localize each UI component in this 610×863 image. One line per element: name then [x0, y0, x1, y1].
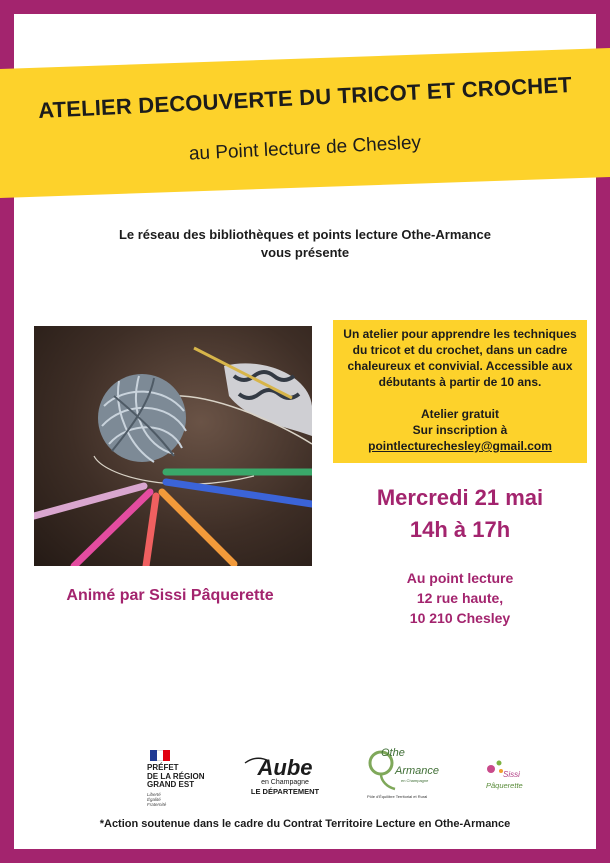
orange-hook	[162, 492, 234, 564]
french-flag-icon	[150, 750, 170, 761]
sissi-paquerette-logo	[483, 757, 533, 797]
othe-word-3: en Champagne	[401, 778, 429, 783]
yarn-illustration	[34, 326, 312, 566]
contact-email-link[interactable]: pointlecturechesley@gmail.com	[368, 439, 552, 453]
event-hours: 14h à 17h	[409, 517, 511, 542]
poster-subtitle: au Point lecture de Chesley	[188, 132, 422, 165]
prefet-line-2: DE LA RÉGION	[147, 771, 205, 781]
intro-text	[60, 226, 550, 262]
event-location	[333, 568, 587, 628]
poster-title: ATELIER DECOUVERTE DU TRICOT ET CROCHET	[37, 71, 573, 124]
location-line-1: Au point lecture	[406, 570, 514, 586]
info-line-2: du tricot et du crochet, dans un cadre	[352, 343, 568, 357]
aube-tagline: en Champagne	[261, 779, 309, 786]
info-line-3: chaleureux et convivial. Accessible aux	[347, 359, 573, 373]
red-hook	[146, 496, 156, 566]
prefet-logo	[147, 750, 227, 807]
aube-logo	[243, 755, 327, 796]
intro-line-2: vous présente	[260, 245, 350, 260]
info-line-4: débutants à partir de 10 ans.	[378, 375, 542, 389]
info-box	[333, 320, 587, 463]
prefet-line-3: GRAND EST	[147, 780, 195, 789]
title-banner	[0, 48, 610, 198]
sissi-word-2: Pâquerette	[486, 781, 523, 790]
aube-department: LE DÉPARTEMENT	[250, 787, 320, 796]
animator-credit: Animé par Sissi Pâquerette	[66, 587, 274, 604]
info-line-1: Un atelier pour apprendre les techniques	[343, 327, 577, 341]
prefet-motto-3: Fraternité	[147, 801, 167, 807]
prefet-motto-2: Égalité	[147, 796, 161, 802]
sissi-word-1: Sissi	[503, 770, 520, 779]
aube-name: Aube	[257, 755, 313, 780]
blue-hook	[166, 482, 312, 504]
othe-armance-logo	[367, 745, 445, 800]
othe-word-2: Armance	[395, 765, 440, 777]
othe-caption: Pôle d'Équilibre Territorial et Rural	[367, 794, 428, 799]
intro-line-1: Le réseau des bibliothèques et points lecture Othe-Armance	[118, 227, 492, 242]
footnote: *Action soutenue dans le cadre du Contrat Territoire Lecture en Othe-Armance	[99, 818, 511, 830]
prefet-motto-1: Liberté	[147, 791, 161, 797]
location-line-2: 12 rue haute,	[416, 590, 504, 606]
yarn-crochet-photo	[34, 326, 312, 566]
othe-word-1: Othe	[381, 747, 405, 759]
prefet-line-1: PRÉFET	[147, 763, 179, 772]
flower-icon	[483, 757, 505, 779]
event-date: Mercredi 21 mai	[376, 485, 544, 510]
free-label: Atelier gratuit	[420, 407, 499, 421]
location-line-3: 10 210 Chesley	[409, 610, 511, 626]
registration-label: Sur inscription à	[412, 423, 508, 437]
